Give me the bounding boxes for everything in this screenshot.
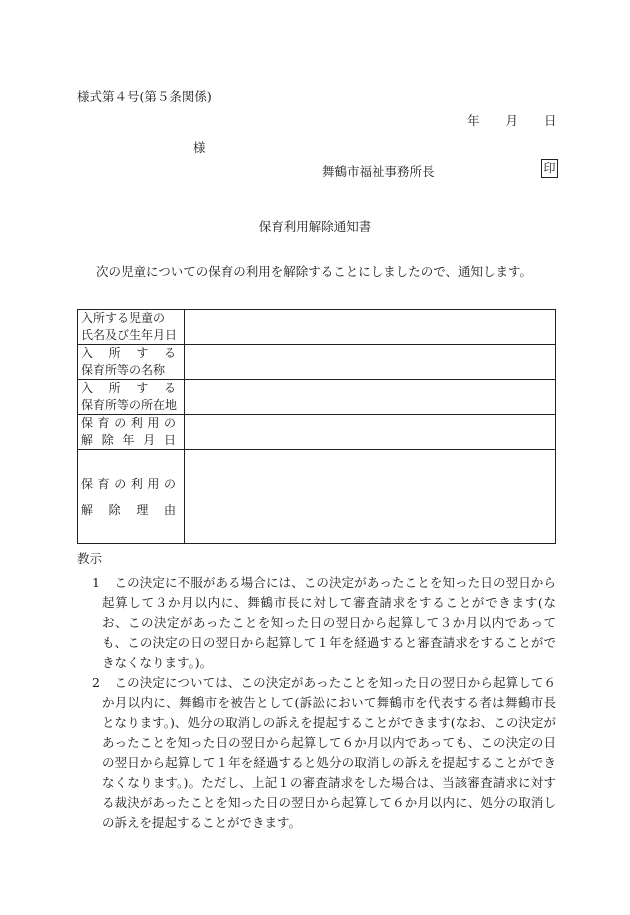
issuer-name: 舞鶴市福祉事務所長: [322, 164, 435, 179]
facility-address-cell[interactable]: [185, 380, 556, 415]
info-table: [77, 309, 556, 544]
label-line: 保育所等の名称: [81, 363, 166, 377]
row-label: [78, 450, 185, 544]
cancellation-reason-cell[interactable]: [185, 450, 556, 544]
note-text: この決定については、この決定があったことを知った日の翌日から起算して６か月以内に、舞鶴市を被告として(訴訟において舞鶴市を代表する者は舞鶴市長となります。)、処分の取消しの訴えを提起することができます(なお、この決定があったことを知った日の翌日から起算して６か月以内であっても、この決定の日の翌日から起算して１年を経過すると処分の取消しの訴えを提起することができなくなります。)。ただし、上記１の審査請求をした場合は、当該審査請求に対する裁決があったことを知った日の翌日から起算して６か月以内に、処分の取消しの訴えを提起することができます。: [102, 675, 556, 830]
table-row: [78, 450, 556, 544]
label-line: 解除理由: [81, 502, 176, 517]
label-line: 解除年月日: [81, 433, 176, 447]
list-item: [77, 573, 556, 673]
label-line: 入所する児童の: [81, 311, 166, 325]
instructions-list: [77, 573, 556, 833]
notice-body: 次の児童についての保育の利用を解除することにしましたので、通知します。: [96, 264, 533, 279]
row-label: [78, 310, 185, 345]
label-line: 入 所 す る: [81, 346, 176, 360]
date-month-label: 月: [505, 113, 519, 128]
date-year-label: 年: [467, 113, 480, 128]
cancellation-date-cell[interactable]: [185, 415, 556, 450]
table-row: [78, 345, 556, 380]
table-row: [78, 415, 556, 450]
recipient-honorific: 様: [193, 140, 206, 155]
form-number: 様式第４号(第５条関係): [77, 89, 212, 104]
instructions-heading: 教示: [77, 551, 103, 566]
seal-mark: 印: [541, 159, 558, 178]
label-line: 氏名及び生年月日: [81, 328, 178, 342]
document-title: 保育利用解除通知書: [258, 219, 372, 234]
row-label: [78, 415, 185, 450]
child-name-birthdate-cell[interactable]: [185, 310, 556, 345]
table-row: [78, 380, 556, 415]
note-text: この決定に不服がある場合には、この決定があったことを知った日の翌日から起算して３か月以内に、舞鶴市長に対して審査請求をすることができます(なお、この決定があったことを知った日の翌日から起算して３か月以内であっても、この決定の日の翌日から起算して１年を経過すると審査請求をすることができなくなります。)。: [102, 575, 556, 670]
row-label: [78, 345, 185, 380]
table-row: [78, 310, 556, 345]
note-number: 1: [92, 575, 100, 590]
label-line: 保育の利用の: [81, 476, 176, 491]
label-line: 入 所 す る: [81, 381, 176, 395]
label-line: 保育の利用の: [81, 416, 176, 430]
note-number: 2: [92, 675, 100, 690]
facility-name-cell[interactable]: [185, 345, 556, 380]
row-label: [78, 380, 185, 415]
list-item: [77, 673, 556, 833]
date-line: [467, 111, 557, 129]
date-day-label: 日: [544, 113, 557, 128]
label-line: 保育所等の所在地: [81, 398, 178, 412]
